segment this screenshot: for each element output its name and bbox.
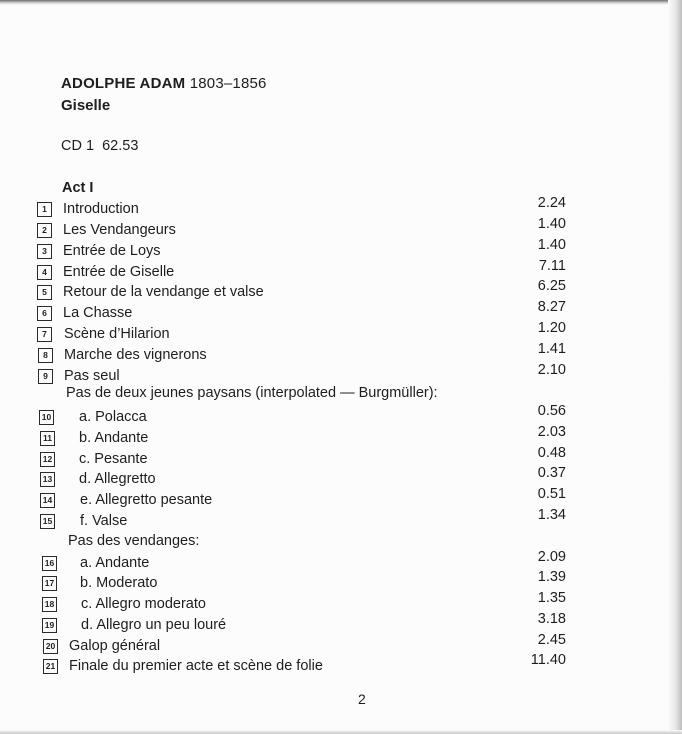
track-time: 6.25	[537, 278, 566, 294]
track-time: 2.24	[537, 195, 566, 211]
track-title: Entrée de Loys	[63, 243, 161, 259]
track-number: 14	[40, 493, 55, 508]
track-time: 2.09	[537, 549, 566, 565]
track-number: 12	[40, 452, 55, 467]
track-time: 0.56	[537, 403, 566, 419]
track-row	[0, 362, 682, 386]
track-title: c. Pesante	[79, 451, 148, 467]
track-time: 1.40	[537, 216, 566, 232]
track-title: b. Moderato	[80, 575, 158, 591]
track-number: 8	[38, 348, 53, 363]
track-number: 1	[37, 202, 52, 217]
track-title: Retour de la vendange et valse	[63, 284, 264, 300]
track-title: d. Allegretto	[79, 471, 156, 487]
track-row	[0, 216, 682, 240]
track-number: 9	[38, 369, 53, 384]
track-row	[0, 507, 682, 531]
track-time: 2.03	[537, 424, 566, 440]
track-number: 11	[40, 431, 55, 446]
track-title: Introduction	[63, 201, 139, 217]
track-time: 3.18	[537, 611, 566, 627]
composer-name: ADOLPHE ADAM	[61, 75, 186, 92]
cd-label: CD 1	[61, 138, 95, 154]
composer-years: 1803–1856	[189, 75, 267, 92]
track-time: 0.37	[537, 465, 566, 481]
track-row	[0, 320, 682, 344]
track-row	[0, 278, 682, 302]
track-time: 8.27	[537, 299, 566, 315]
track-row	[0, 486, 682, 510]
cd-info	[61, 138, 138, 154]
track-time: 1.41	[537, 341, 566, 357]
track-time: 0.51	[537, 486, 566, 502]
track-number: 16	[42, 556, 57, 571]
track-row	[0, 195, 682, 219]
track-number: 10	[39, 410, 54, 425]
cd-duration: 62.53	[102, 138, 139, 154]
section-heading-pas-de-deux: Pas de deux jeunes paysans (interpolated — Burgmüller):	[66, 385, 438, 401]
track-row	[0, 569, 682, 593]
track-row	[0, 652, 682, 676]
track-title: Entrée de Giselle	[63, 264, 175, 280]
track-title: a. Polacca	[79, 409, 147, 425]
track-title: a. Andante	[80, 555, 150, 571]
track-number: 7	[37, 327, 52, 342]
track-row	[0, 237, 682, 261]
track-row	[0, 445, 682, 469]
track-time: 1.34	[537, 507, 566, 523]
track-number: 19	[42, 618, 57, 633]
track-time: 1.20	[537, 320, 566, 336]
track-title: Pas seul	[64, 368, 120, 384]
track-number: 6	[37, 306, 52, 321]
track-row	[0, 465, 682, 489]
track-number: 13	[40, 472, 55, 487]
track-time: 7.11	[538, 258, 566, 274]
page-bottom-edge	[0, 730, 682, 734]
track-number: 15	[40, 514, 55, 529]
track-number: 17	[42, 576, 57, 591]
work-title: Giselle	[61, 97, 111, 114]
track-time: 11.40	[530, 652, 566, 668]
track-time: 2.45	[537, 632, 566, 648]
track-row	[0, 403, 682, 427]
act-heading: Act I	[62, 180, 94, 196]
track-row	[0, 590, 682, 614]
track-time: 2.10	[537, 362, 566, 378]
track-title: c. Allegro moderato	[81, 596, 206, 612]
track-number: 3	[37, 244, 52, 259]
page-number: 2	[358, 691, 366, 707]
track-row	[0, 549, 682, 573]
track-title: Galop général	[69, 638, 161, 654]
track-number: 2	[37, 223, 52, 238]
track-title: f. Valse	[80, 513, 128, 529]
track-number: 21	[43, 659, 58, 674]
track-title: Finale du premier acte et scène de folie	[69, 658, 323, 674]
track-number: 18	[42, 597, 57, 612]
track-number: 20	[43, 639, 58, 654]
track-title: Les Vendangeurs	[63, 222, 176, 238]
track-row	[0, 299, 682, 323]
track-title: e. Allegretto pesante	[80, 492, 213, 508]
track-title: Marche des vignerons	[64, 347, 207, 363]
section-heading-pas-des-vendanges: Pas des vendanges:	[68, 533, 200, 549]
track-time: 1.39	[537, 569, 566, 585]
track-number: 4	[37, 265, 52, 280]
track-row	[0, 611, 682, 635]
track-title: b. Andante	[79, 430, 149, 446]
track-title: Scène d’Hilarion	[64, 326, 170, 342]
track-row	[0, 341, 682, 365]
track-number: 5	[37, 285, 52, 300]
track-title: La Chasse	[63, 305, 133, 321]
track-title: d. Allegro un peu louré	[81, 617, 227, 633]
track-row	[0, 258, 682, 282]
composer-heading	[61, 75, 267, 92]
page-top-edge	[0, 0, 682, 5]
track-time: 1.40	[537, 237, 566, 253]
track-row	[0, 632, 682, 656]
track-row	[0, 424, 682, 448]
track-time: 0.48	[537, 445, 566, 461]
track-time: 1.35	[537, 590, 566, 606]
